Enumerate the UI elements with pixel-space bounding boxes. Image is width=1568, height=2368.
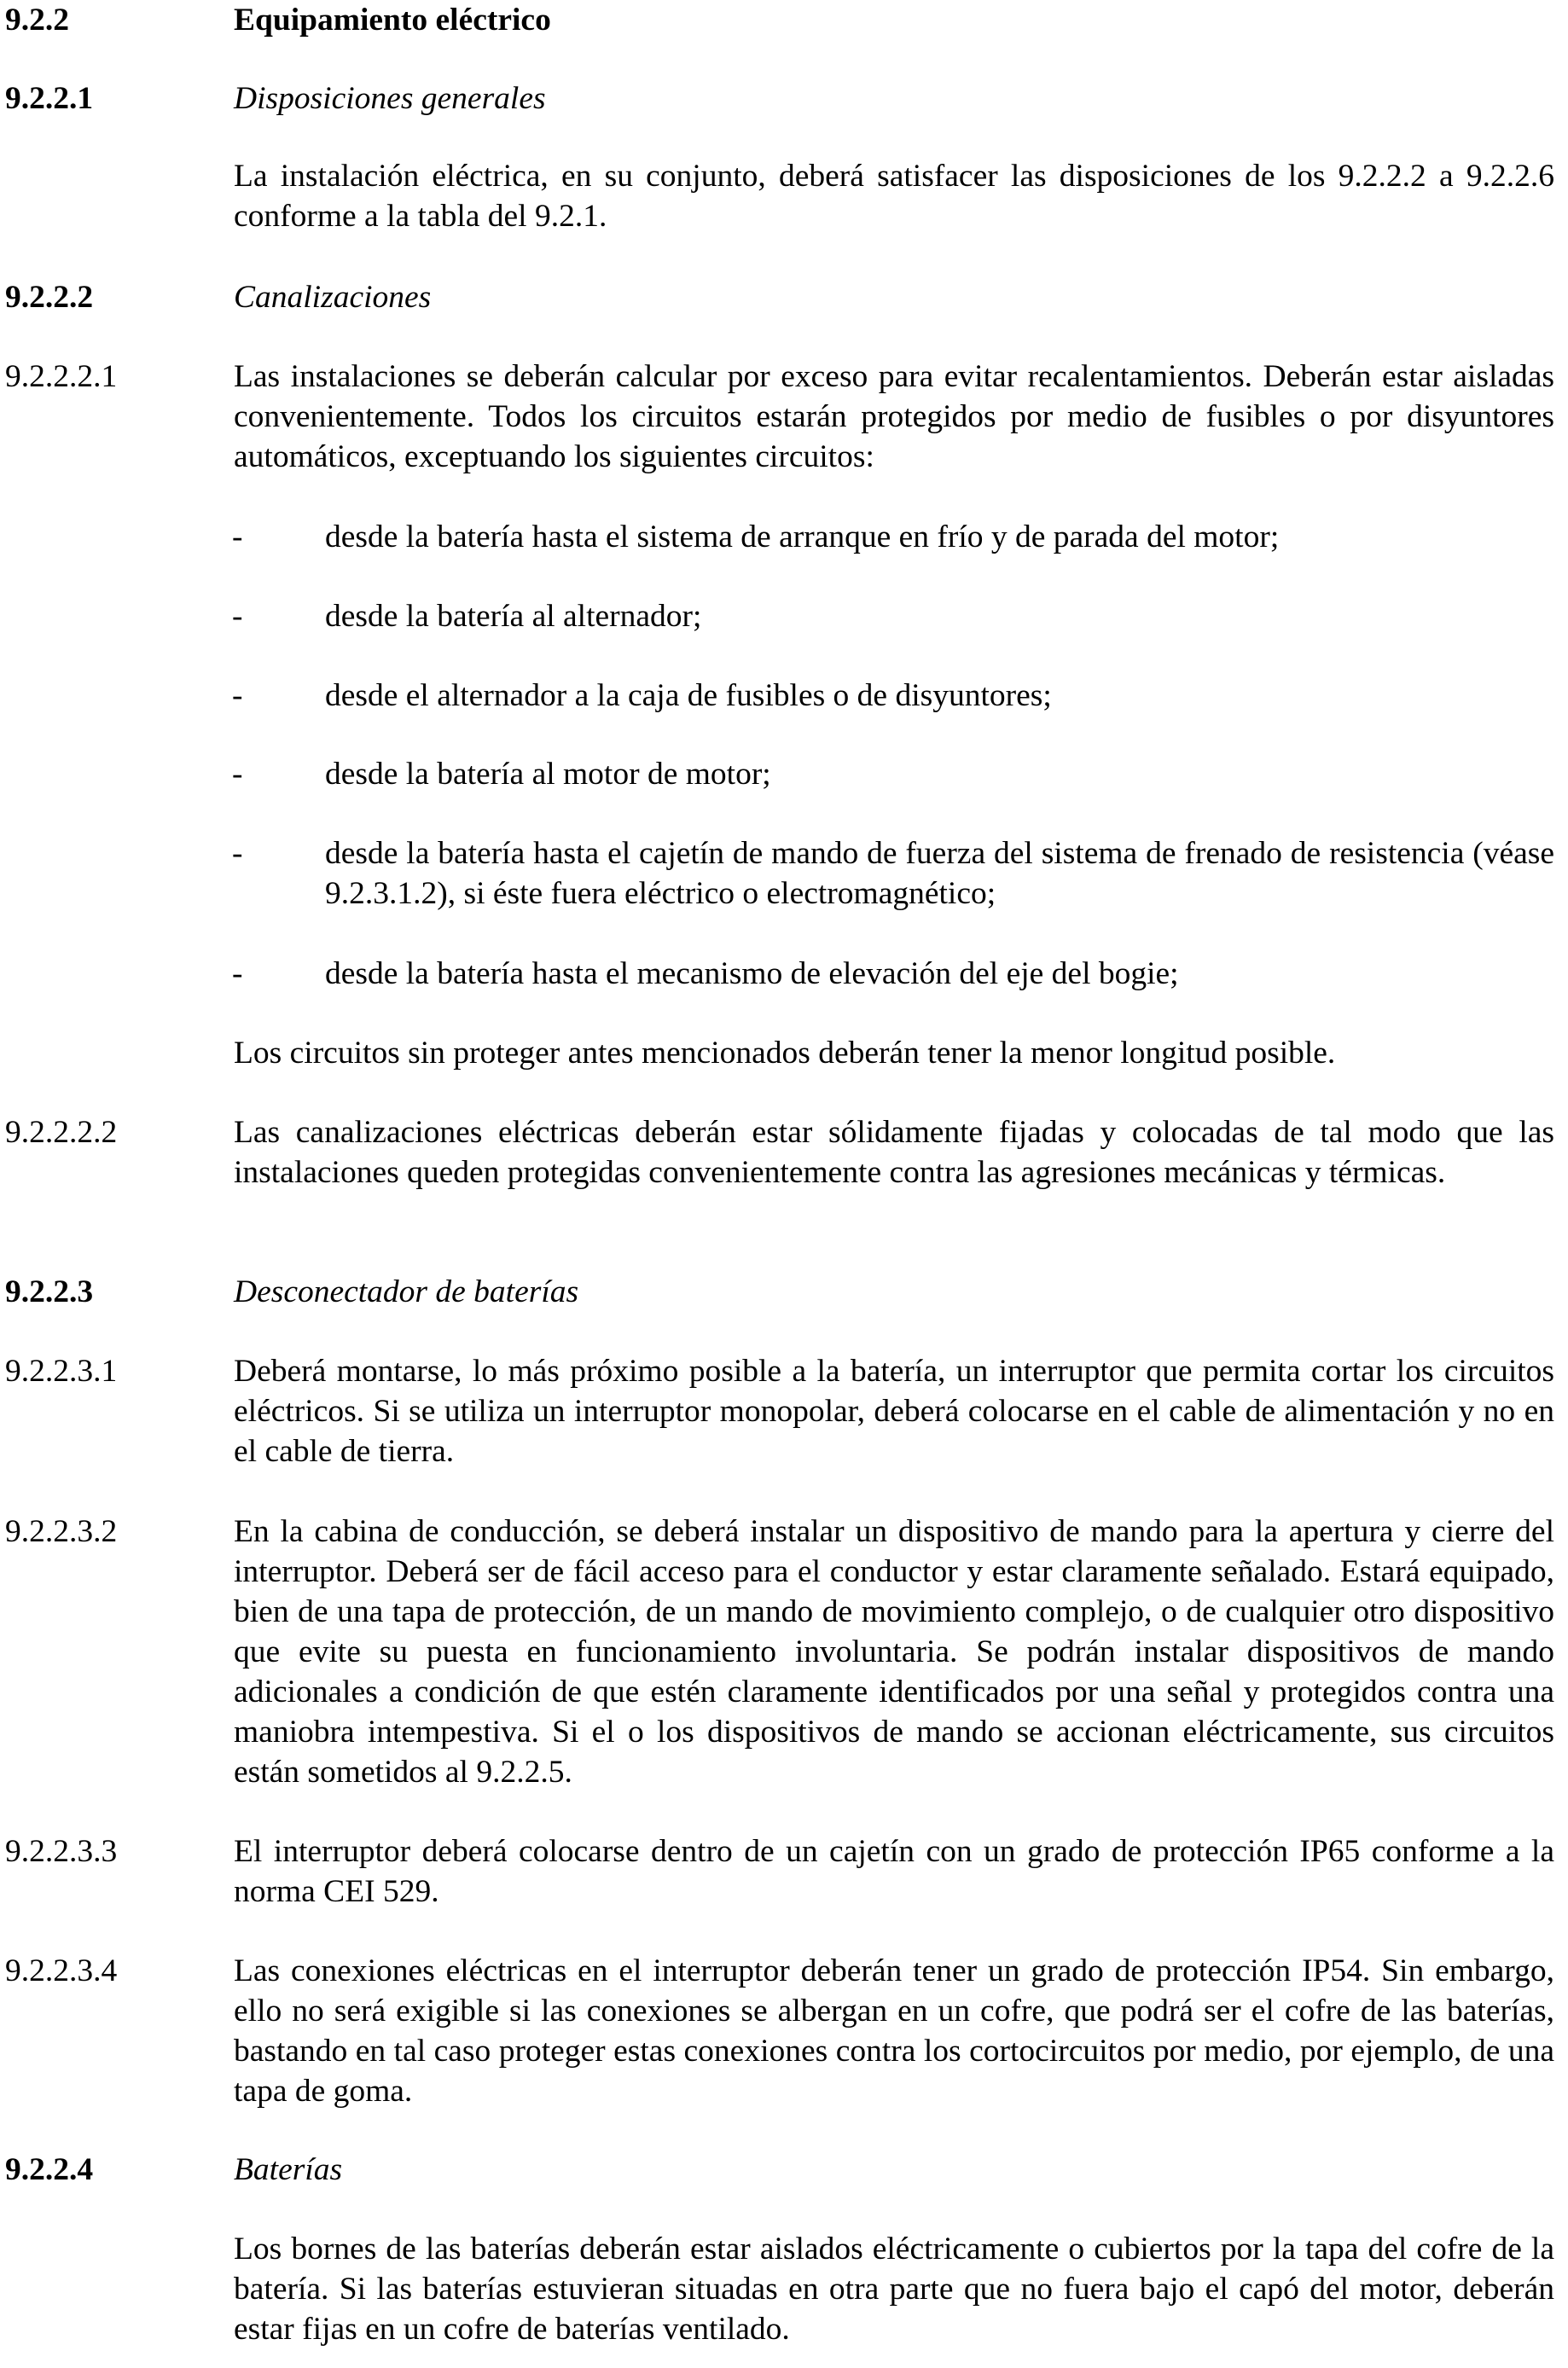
section-heading-9-2-2-4 <box>0 2150 1568 2190</box>
paragraph-text: Las instalaciones se deberán calcular por exceso para evitar recalentamientos. Deberán estar aisladas convenientemente. Todos los circuitos estarán protegidos por medio de fusibles o por disyuntores automáticos, exceptuando los siguientes circuitos: <box>234 359 1554 474</box>
list-item-text: desde la batería hasta el mecanismo de elevación del eje del bogie; <box>325 956 1179 991</box>
list-marker: - <box>232 678 243 713</box>
section-number: 9.2.2.3 <box>5 1274 94 1309</box>
list-item-text: desde el alternador a la caja de fusibles o de disyuntores; <box>325 678 1052 713</box>
list-marker: - <box>232 836 243 871</box>
paragraph-9-2-2-4 <box>0 2229 1568 2349</box>
paragraph-text: Los circuitos sin proteger antes mencionados deberán tener la menor longitud posible. <box>234 1036 1336 1071</box>
list-item <box>0 754 1568 794</box>
list-item-text: desde la batería al alternador; <box>325 599 702 634</box>
paragraph-9-2-2-3-1 <box>0 1351 1568 1471</box>
paragraph-9-2-2-3-3 <box>0 1831 1568 1912</box>
paragraph-text: Las conexiones eléctricas en el interruptor deberán tener un grado de protección IP54. Sin embargo, ello no será exigible si las conexiones se albergan en un cofre, que podrá ser el cofre de las baterías, bastando en tal caso proteger estas conexiones contra los cortocircuitos por medio, por ejemplo, de una tapa de goma. <box>234 1953 1554 2109</box>
paragraph-text: Deberá montarse, lo más próximo posible a la batería, un interruptor que permita cortar los circuitos eléctricos. Si se utiliza un interruptor monopolar, deberá colocarse en el cable de alimentación y no en el cable de tierra. <box>234 1354 1554 1469</box>
paragraph-text: Las canalizaciones eléctricas deberán estar sólidamente fijadas y colocadas de tal modo que las instalaciones queden protegidas convenientemente contra las agresiones mecánicas y térmicas. <box>234 1115 1554 1190</box>
list-item <box>0 517 1568 557</box>
paragraph-text: La instalación eléctrica, en su conjunto, deberá satisfacer las disposiciones de los 9.2.2.2 a 9.2.2.6 conforme a la tabla del 9.2.1. <box>234 159 1554 234</box>
list-item <box>0 954 1568 994</box>
section-heading-9-2-2-1 <box>0 78 1568 119</box>
paragraph-9-2-2-1 <box>0 156 1568 236</box>
list-item <box>0 676 1568 716</box>
section-heading-9-2-2 <box>0 0 1568 40</box>
list-item <box>0 596 1568 636</box>
paragraph-text: El interruptor deberá colocarse dentro de un cajetín con un grado de protección IP65 conforme a la norma CEI 529. <box>234 1834 1554 1909</box>
list-item-text: desde la batería hasta el cajetín de mando de fuerza del sistema de frenado de resistencia (véase 9.2.3.1.2), si éste fuera eléctrico o electromagnético; <box>325 836 1554 911</box>
paragraph-number: 9.2.2.3.4 <box>5 1953 118 1988</box>
section-number: 9.2.2.2 <box>5 280 94 315</box>
paragraph-number: 9.2.2.3.2 <box>5 1514 118 1549</box>
paragraph-9-2-2-2-2 <box>0 1112 1568 1233</box>
paragraph-9-2-2-3-2 <box>0 1512 1568 1792</box>
paragraph-text: Los bornes de las baterías deberán estar aislados eléctricamente o cubiertos por la tapa del cofre de la batería. Si las baterías estuvieran situadas en otra parte que no fuera bajo el capó del motor, deberán estar fijas en un cofre de baterías ventilado. <box>234 2232 1554 2347</box>
section-heading-9-2-2-3 <box>0 1272 1568 1312</box>
list-item-text: desde la batería hasta el sistema de arranque en frío y de parada del motor; <box>325 519 1280 554</box>
paragraph-text: En la cabina de conducción, se deberá instalar un dispositivo de mando para la apertura y cierre del interruptor. Deberá ser de fácil acceso para el conductor y estar claramente señalado. Estará equipado, bien de una tapa de protección, de un mando de movimiento complejo, o de cualquier otro dispositivo que evite su puesta en funcionamiento involuntaria. Se podrán instalar dispositivos de mando adicionales a condición de que estén claramente identificados por una señal y protegidos contra una maniobra intempestiva. Si el o los dispositivos de mando se accionan eléctricamente, sus circuitos están sometidos al 9.2.2.5. <box>234 1514 1554 1790</box>
list-marker: - <box>232 956 243 991</box>
section-title: Disposiciones generales <box>234 81 546 116</box>
section-number: 9.2.2.4 <box>5 2152 94 2187</box>
paragraph-number: 9.2.2.2.2 <box>5 1115 118 1150</box>
section-heading-9-2-2-2 <box>0 277 1568 317</box>
list-item <box>0 833 1568 914</box>
section-title: Equipamiento eléctrico <box>234 3 551 38</box>
list-marker: - <box>232 519 243 554</box>
paragraph-9-2-2-2-1 <box>0 357 1568 477</box>
paragraph-number: 9.2.2.2.1 <box>5 359 118 394</box>
paragraph-9-2-2-2-1-closing <box>0 1033 1568 1073</box>
list-marker: - <box>232 757 243 792</box>
section-title: Baterías <box>234 2152 343 2187</box>
section-title: Canalizaciones <box>234 280 432 315</box>
section-title: Desconectador de baterías <box>234 1274 579 1309</box>
list-item-text: desde la batería al motor de motor; <box>325 757 771 792</box>
list-marker: - <box>232 599 243 634</box>
section-number: 9.2.2.1 <box>5 81 94 116</box>
paragraph-number: 9.2.2.3.3 <box>5 1834 118 1869</box>
paragraph-number: 9.2.2.3.1 <box>5 1354 118 1389</box>
section-number: 9.2.2 <box>5 3 69 38</box>
paragraph-9-2-2-3-4 <box>0 1951 1568 2111</box>
